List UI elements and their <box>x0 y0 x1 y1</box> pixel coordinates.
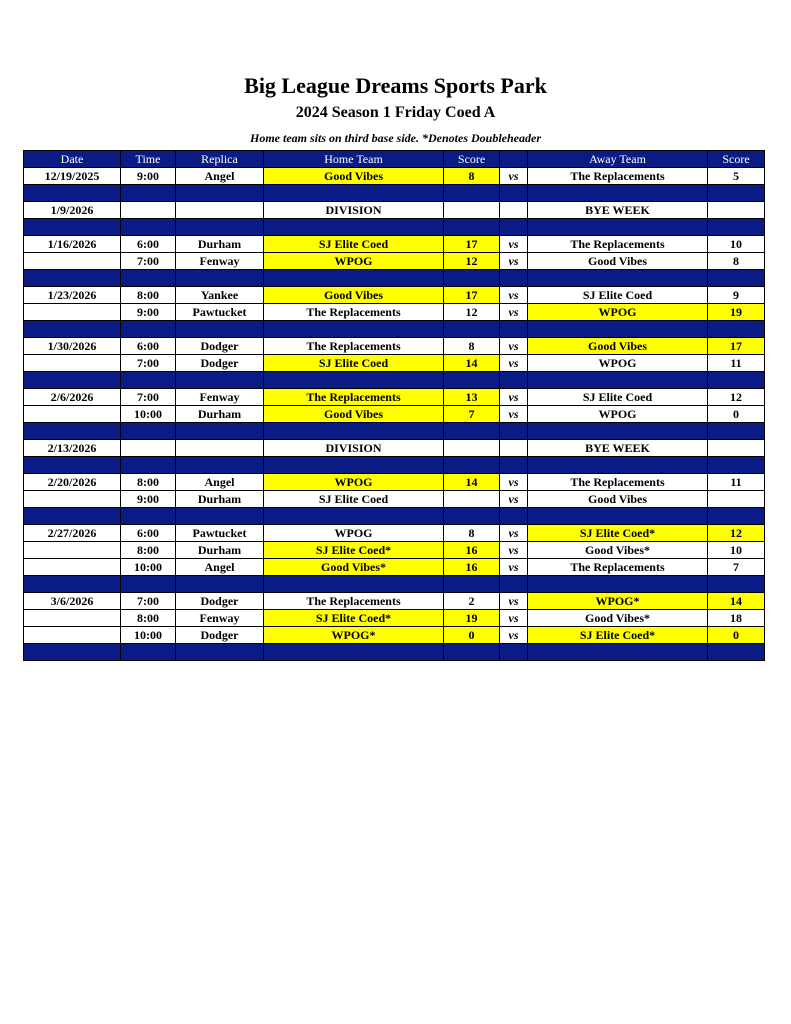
home-team-cell: The Replacements <box>264 304 444 321</box>
separator-cell <box>444 576 500 593</box>
header-date: Date <box>24 151 121 168</box>
date-cell <box>24 610 121 627</box>
home-team-cell: DIVISION <box>264 440 444 457</box>
separator-cell <box>500 508 528 525</box>
home-team-cell: Good Vibes <box>264 168 444 185</box>
separator-cell <box>500 219 528 236</box>
date-cell <box>24 355 121 372</box>
separator-cell <box>264 270 444 287</box>
separator-cell <box>176 576 264 593</box>
date-cell: 1/30/2026 <box>24 338 121 355</box>
game-row <box>24 253 765 270</box>
separator-cell <box>176 644 264 661</box>
vs-cell: vs <box>500 542 528 559</box>
separator-cell <box>264 576 444 593</box>
away-team-cell: Good Vibes <box>528 491 708 508</box>
separator-cell <box>708 321 765 338</box>
away-team-cell: The Replacements <box>528 559 708 576</box>
time-cell: 8:00 <box>121 474 176 491</box>
separator-row <box>24 423 765 440</box>
away-score-cell: 0 <box>708 406 765 423</box>
date-cell <box>24 559 121 576</box>
separator-cell <box>708 219 765 236</box>
separator-row <box>24 372 765 389</box>
home-team-cell: SJ Elite Coed <box>264 491 444 508</box>
header-replica: Replica <box>176 151 264 168</box>
home-score-cell: 12 <box>444 253 500 270</box>
away-score-cell: 14 <box>708 593 765 610</box>
replica-cell: Pawtucket <box>176 304 264 321</box>
away-score-cell <box>708 491 765 508</box>
game-row <box>24 474 765 491</box>
away-team-cell: SJ Elite Coed <box>528 389 708 406</box>
away-team-cell: Good Vibes* <box>528 542 708 559</box>
date-cell <box>24 304 121 321</box>
separator-cell <box>708 576 765 593</box>
game-row <box>24 168 765 185</box>
home-score-cell: 2 <box>444 593 500 610</box>
separator-cell <box>264 219 444 236</box>
separator-cell <box>121 508 176 525</box>
away-team-cell: WPOG <box>528 304 708 321</box>
header-away-score: Score <box>708 151 765 168</box>
home-score-cell <box>444 440 500 457</box>
separator-cell <box>500 576 528 593</box>
separator-cell <box>24 644 121 661</box>
vs-cell: vs <box>500 525 528 542</box>
replica-cell: Angel <box>176 559 264 576</box>
separator-cell <box>528 423 708 440</box>
replica-cell: Fenway <box>176 253 264 270</box>
replica-cell: Angel <box>176 168 264 185</box>
home-team-cell: DIVISION <box>264 202 444 219</box>
home-score-cell <box>444 202 500 219</box>
game-row <box>24 236 765 253</box>
replica-cell: Durham <box>176 542 264 559</box>
separator-cell <box>24 321 121 338</box>
separator-cell <box>528 185 708 202</box>
away-team-cell: SJ Elite Coed* <box>528 627 708 644</box>
vs-cell: vs <box>500 236 528 253</box>
away-score-cell: 5 <box>708 168 765 185</box>
home-score-cell: 8 <box>444 338 500 355</box>
away-team-cell: Good Vibes* <box>528 610 708 627</box>
separator-cell <box>528 644 708 661</box>
replica-cell: Durham <box>176 491 264 508</box>
separator-cell <box>444 321 500 338</box>
separator-cell <box>444 270 500 287</box>
game-row <box>24 610 765 627</box>
separator-cell <box>528 372 708 389</box>
game-row <box>24 559 765 576</box>
vs-cell: vs <box>500 253 528 270</box>
page-note: Home team sits on third base side. *Denotes Doubleheader <box>250 131 541 145</box>
vs-cell: vs <box>500 355 528 372</box>
game-row <box>24 287 765 304</box>
separator-row <box>24 219 765 236</box>
home-team-cell: SJ Elite Coed* <box>264 610 444 627</box>
separator-cell <box>121 457 176 474</box>
vs-cell: vs <box>500 406 528 423</box>
away-score-cell: 0 <box>708 627 765 644</box>
separator-cell <box>708 423 765 440</box>
time-cell: 8:00 <box>121 287 176 304</box>
date-cell <box>24 253 121 270</box>
separator-cell <box>708 372 765 389</box>
home-team-cell: Good Vibes <box>264 406 444 423</box>
separator-cell <box>24 185 121 202</box>
separator-cell <box>121 576 176 593</box>
time-cell: 7:00 <box>121 389 176 406</box>
away-team-cell: WPOG* <box>528 593 708 610</box>
separator-cell <box>500 423 528 440</box>
page-subtitle: 2024 Season 1 Friday Coed A <box>295 104 496 121</box>
separator-cell <box>24 508 121 525</box>
separator-cell <box>444 372 500 389</box>
home-score-cell: 19 <box>444 610 500 627</box>
time-cell: 6:00 <box>121 236 176 253</box>
separator-cell <box>444 185 500 202</box>
vs-cell: vs <box>500 474 528 491</box>
game-row <box>24 542 765 559</box>
home-team-cell: SJ Elite Coed <box>264 355 444 372</box>
game-row <box>24 525 765 542</box>
home-score-cell: 12 <box>444 304 500 321</box>
home-team-cell: WPOG <box>264 474 444 491</box>
home-score-cell: 16 <box>444 559 500 576</box>
date-cell: 2/20/2026 <box>24 474 121 491</box>
header-away-team: Away Team <box>528 151 708 168</box>
away-team-cell: Good Vibes <box>528 253 708 270</box>
time-cell <box>121 202 176 219</box>
separator-row <box>24 457 765 474</box>
time-cell: 10:00 <box>121 627 176 644</box>
home-score-cell: 17 <box>444 236 500 253</box>
home-score-cell: 13 <box>444 389 500 406</box>
date-cell <box>24 542 121 559</box>
home-score-cell: 16 <box>444 542 500 559</box>
home-team-cell: SJ Elite Coed* <box>264 542 444 559</box>
header-home-score: Score <box>444 151 500 168</box>
separator-row <box>24 321 765 338</box>
vs-cell: vs <box>500 389 528 406</box>
game-row <box>24 355 765 372</box>
time-cell: 8:00 <box>121 610 176 627</box>
vs-cell: vs <box>500 338 528 355</box>
replica-cell: Dodger <box>176 627 264 644</box>
schedule-table <box>23 150 765 661</box>
away-score-cell: 11 <box>708 474 765 491</box>
time-cell: 6:00 <box>121 525 176 542</box>
vs-cell: vs <box>500 168 528 185</box>
away-team-cell: SJ Elite Coed <box>528 287 708 304</box>
header-home-team: Home Team <box>264 151 444 168</box>
away-score-cell: 18 <box>708 610 765 627</box>
game-row <box>24 491 765 508</box>
separator-cell <box>176 219 264 236</box>
time-cell: 9:00 <box>121 491 176 508</box>
separator-cell <box>500 457 528 474</box>
separator-cell <box>121 219 176 236</box>
separator-cell <box>176 372 264 389</box>
separator-cell <box>528 219 708 236</box>
separator-cell <box>121 185 176 202</box>
away-team-cell: SJ Elite Coed* <box>528 525 708 542</box>
away-score-cell: 8 <box>708 253 765 270</box>
home-score-cell: 17 <box>444 287 500 304</box>
time-cell: 7:00 <box>121 355 176 372</box>
away-score-cell: 7 <box>708 559 765 576</box>
separator-row <box>24 508 765 525</box>
vs-cell: vs <box>500 304 528 321</box>
date-cell: 1/16/2026 <box>24 236 121 253</box>
home-team-cell: The Replacements <box>264 338 444 355</box>
home-score-cell: 8 <box>444 168 500 185</box>
bye-week-row <box>24 440 765 457</box>
replica-cell: Durham <box>176 406 264 423</box>
home-team-cell: WPOG* <box>264 627 444 644</box>
separator-cell <box>444 457 500 474</box>
separator-cell <box>528 457 708 474</box>
time-cell: 7:00 <box>121 253 176 270</box>
replica-cell <box>176 440 264 457</box>
date-cell: 2/27/2026 <box>24 525 121 542</box>
away-score-cell: 9 <box>708 287 765 304</box>
separator-cell <box>121 321 176 338</box>
replica-cell: Fenway <box>176 389 264 406</box>
date-cell: 1/9/2026 <box>24 202 121 219</box>
separator-cell <box>444 219 500 236</box>
separator-cell <box>264 185 444 202</box>
vs-cell: vs <box>500 287 528 304</box>
separator-cell <box>708 508 765 525</box>
vs-cell: vs <box>500 559 528 576</box>
vs-cell: vs <box>500 610 528 627</box>
away-score-cell <box>708 202 765 219</box>
header-vs <box>500 151 528 168</box>
game-row <box>24 593 765 610</box>
away-team-cell: The Replacements <box>528 474 708 491</box>
separator-cell <box>176 185 264 202</box>
home-team-cell: Good Vibes* <box>264 559 444 576</box>
separator-cell <box>444 423 500 440</box>
separator-cell <box>121 423 176 440</box>
separator-cell <box>264 321 444 338</box>
vs-cell: vs <box>500 491 528 508</box>
separator-cell <box>264 644 444 661</box>
separator-cell <box>528 270 708 287</box>
home-score-cell: 14 <box>444 355 500 372</box>
home-score-cell <box>444 491 500 508</box>
replica-cell: Durham <box>176 236 264 253</box>
separator-cell <box>708 270 765 287</box>
separator-cell <box>264 423 444 440</box>
away-team-cell: BYE WEEK <box>528 202 708 219</box>
date-cell <box>24 491 121 508</box>
away-team-cell: WPOG <box>528 406 708 423</box>
separator-cell <box>444 508 500 525</box>
home-team-cell: WPOG <box>264 525 444 542</box>
separator-row <box>24 185 765 202</box>
header-time: Time <box>121 151 176 168</box>
date-cell: 1/23/2026 <box>24 287 121 304</box>
separator-row <box>24 644 765 661</box>
away-team-cell: WPOG <box>528 355 708 372</box>
separator-cell <box>528 508 708 525</box>
away-score-cell: 12 <box>708 389 765 406</box>
home-score-cell: 7 <box>444 406 500 423</box>
separator-cell <box>176 457 264 474</box>
away-team-cell: BYE WEEK <box>528 440 708 457</box>
replica-cell: Dodger <box>176 338 264 355</box>
home-team-cell: Good Vibes <box>264 287 444 304</box>
separator-cell <box>264 372 444 389</box>
date-cell: 12/19/2025 <box>24 168 121 185</box>
time-cell: 10:00 <box>121 406 176 423</box>
away-team-cell: Good Vibes <box>528 338 708 355</box>
home-team-cell: The Replacements <box>264 593 444 610</box>
separator-cell <box>24 423 121 440</box>
replica-cell: Dodger <box>176 593 264 610</box>
replica-cell: Pawtucket <box>176 525 264 542</box>
home-score-cell: 14 <box>444 474 500 491</box>
separator-cell <box>24 219 121 236</box>
separator-cell <box>121 270 176 287</box>
game-row <box>24 389 765 406</box>
separator-cell <box>444 644 500 661</box>
date-cell <box>24 406 121 423</box>
away-score-cell: 17 <box>708 338 765 355</box>
separator-cell <box>264 508 444 525</box>
separator-cell <box>264 457 444 474</box>
away-score-cell: 19 <box>708 304 765 321</box>
away-score-cell: 10 <box>708 542 765 559</box>
time-cell: 9:00 <box>121 304 176 321</box>
header-row <box>24 151 765 168</box>
time-cell: 10:00 <box>121 559 176 576</box>
separator-cell <box>24 270 121 287</box>
away-score-cell: 11 <box>708 355 765 372</box>
away-score-cell: 10 <box>708 236 765 253</box>
home-team-cell: SJ Elite Coed <box>264 236 444 253</box>
date-cell <box>24 627 121 644</box>
home-team-cell: WPOG <box>264 253 444 270</box>
time-cell <box>121 440 176 457</box>
away-team-cell: The Replacements <box>528 168 708 185</box>
date-cell: 3/6/2026 <box>24 593 121 610</box>
away-score-cell: 12 <box>708 525 765 542</box>
home-score-cell: 0 <box>444 627 500 644</box>
replica-cell <box>176 202 264 219</box>
replica-cell: Dodger <box>176 355 264 372</box>
replica-cell: Angel <box>176 474 264 491</box>
date-cell: 2/6/2026 <box>24 389 121 406</box>
separator-cell <box>24 576 121 593</box>
separator-cell <box>121 372 176 389</box>
game-row <box>24 627 765 644</box>
home-team-cell: The Replacements <box>264 389 444 406</box>
separator-cell <box>500 185 528 202</box>
separator-cell <box>176 508 264 525</box>
separator-cell <box>708 185 765 202</box>
date-cell: 2/13/2026 <box>24 440 121 457</box>
away-team-cell: The Replacements <box>528 236 708 253</box>
separator-cell <box>176 270 264 287</box>
separator-cell <box>500 644 528 661</box>
separator-cell <box>708 644 765 661</box>
game-row <box>24 338 765 355</box>
separator-cell <box>500 321 528 338</box>
time-cell: 9:00 <box>121 168 176 185</box>
vs-cell: vs <box>500 627 528 644</box>
game-row <box>24 304 765 321</box>
replica-cell: Fenway <box>176 610 264 627</box>
bye-week-row <box>24 202 765 219</box>
separator-cell <box>500 372 528 389</box>
separator-cell <box>24 372 121 389</box>
page-title: Big League Dreams Sports Park <box>244 73 547 98</box>
vs-cell <box>500 202 528 219</box>
separator-cell <box>24 457 121 474</box>
separator-cell <box>528 576 708 593</box>
separator-cell <box>708 457 765 474</box>
separator-cell <box>528 321 708 338</box>
separator-cell <box>500 270 528 287</box>
separator-cell <box>176 423 264 440</box>
separator-cell <box>176 321 264 338</box>
vs-cell <box>500 440 528 457</box>
separator-row <box>24 270 765 287</box>
home-score-cell: 8 <box>444 525 500 542</box>
time-cell: 8:00 <box>121 542 176 559</box>
time-cell: 6:00 <box>121 338 176 355</box>
time-cell: 7:00 <box>121 593 176 610</box>
separator-row <box>24 576 765 593</box>
away-score-cell <box>708 440 765 457</box>
game-row <box>24 406 765 423</box>
vs-cell: vs <box>500 593 528 610</box>
separator-cell <box>121 644 176 661</box>
replica-cell: Yankee <box>176 287 264 304</box>
